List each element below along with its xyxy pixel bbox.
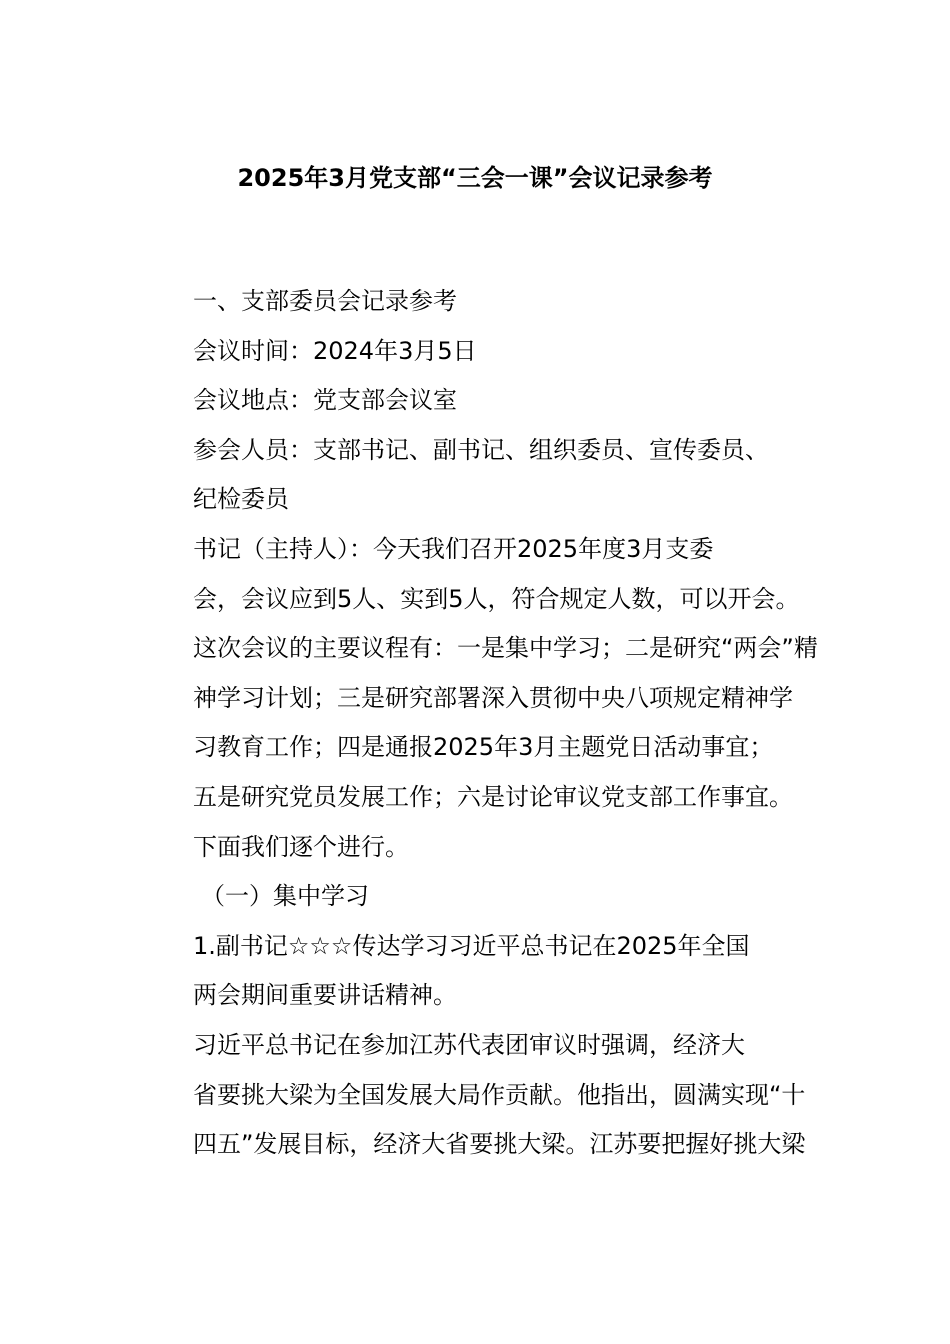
text-line: 参会人员：支部书记、副书记、组织委员、宣传委员、: [193, 435, 769, 464]
text-line: 神学习计划；三是研究部署深入贯彻中央八项规定精神学: [193, 683, 793, 712]
paragraph: [145, 1021, 815, 1170]
text-line: 书记（主持人）：今天我们召开2025年度3月支委: [193, 534, 714, 563]
text-line: 四五”发展目标，经济大省要挑大梁。江苏要把握好挑大梁: [193, 1130, 806, 1159]
text-line: 纪检委员: [193, 485, 289, 514]
text-line: 会议时间：2024年3月5日: [193, 336, 477, 365]
paragraph: [145, 327, 815, 377]
text-line: 下面我们逐个进行。: [193, 832, 409, 861]
text-line: 习教育工作；四是通报2025年3月主题党日活动事宜；: [193, 733, 774, 762]
paragraph: [145, 872, 815, 922]
text-line: （一）集中学习: [201, 882, 369, 911]
text-line: 省要挑大梁为全国发展大局作贡献。他指出，圆满实现“十: [193, 1080, 806, 1109]
paragraph: [145, 426, 815, 525]
paragraph: [145, 376, 815, 426]
text-line: 1.副书记☆☆☆传达学习习近平总书记在2025年全国: [193, 931, 750, 960]
paragraph: [145, 525, 818, 872]
document-body: [145, 277, 818, 1170]
text-line: 五是研究党员发展工作；六是讨论审议党支部工作事宜。: [193, 782, 793, 811]
text-line: 习近平总书记在参加江苏代表团审议时强调，经济大: [193, 1030, 745, 1059]
text-line: 会，会议应到5人、实到5人，符合规定人数，可以开会。: [193, 584, 800, 613]
text-line: 这次会议的主要议程有：一是集中学习；二是研究“两会”精: [193, 634, 818, 663]
text-line: 会议地点：党支部会议室: [193, 386, 457, 415]
paragraph: [145, 922, 815, 1021]
text-line: 两会期间重要讲话精神。: [193, 981, 457, 1010]
document-title: 2025年3月党支部“三会一课”会议记录参考: [237, 164, 713, 192]
paragraph: [145, 277, 815, 327]
text-line: 一、支部委员会记录参考: [193, 287, 457, 315]
